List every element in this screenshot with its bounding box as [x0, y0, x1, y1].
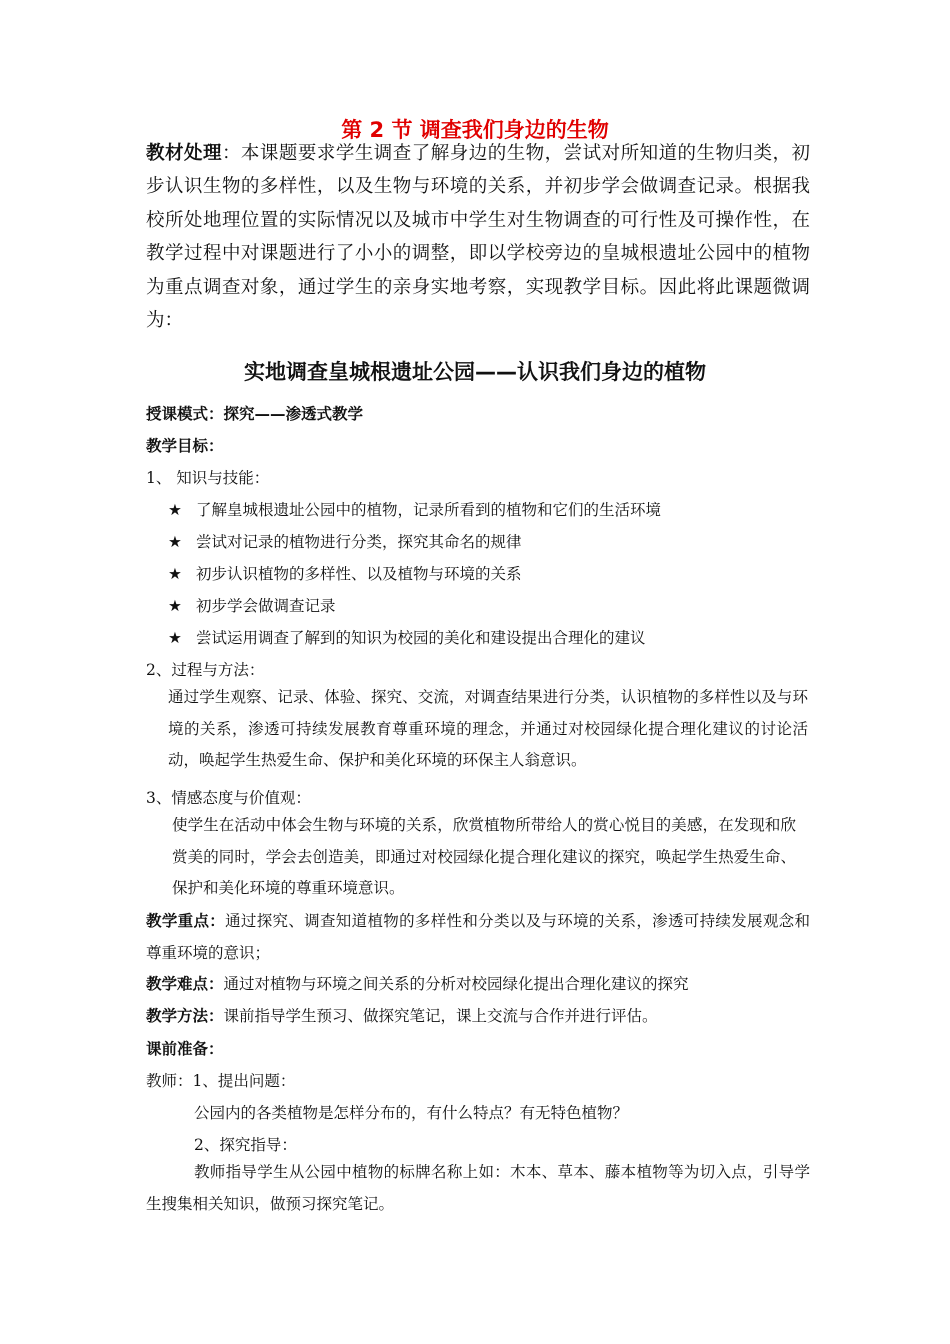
- difficulty: [146, 972, 689, 994]
- star-icon: ★: [168, 501, 182, 519]
- knowledge-item: ★ 初步认识植物的多样性、以及植物与环境的关系: [168, 565, 522, 583]
- intro-paragraph: [146, 137, 810, 337]
- prep-heading: 课前准备：: [146, 1040, 224, 1058]
- process-text: 通过学生观察、记录、体验、探究、交流，对调查结果进行分类，认识植物的多样性以及与环境的关系，渗透可持续发展教育尊重环境的理念，并通过对校园绿化提合理化建议的讨论活动，唤起学生热爱生命、保护和美化环境的环保主人翁意识。: [168, 688, 808, 769]
- knowledge-item: ★ 了解皇城根遗址公园中的植物，记录所看到的植物和它们的生活环境: [168, 501, 662, 519]
- method-text: 课前指导学生预习、做探究笔记，课上交流与合作并进行评估。: [223, 1007, 658, 1025]
- star-icon: ★: [168, 533, 182, 551]
- intro-label: 教材处理: [146, 143, 222, 164]
- key-point-text: 通过探究、调查知道植物的多样性和分类以及与环境的关系，渗透可持续发展观念和尊重环境的意识；: [146, 912, 810, 962]
- star-icon: ★: [168, 597, 182, 615]
- lesson-subtitle: 实地调查皇城根遗址公园——认识我们身边的植物: [244, 360, 706, 384]
- key-point: [146, 906, 810, 969]
- star-icon: ★: [168, 565, 182, 583]
- section-title: 第 2 节 调查我们身边的生物: [341, 118, 609, 142]
- intro-text: 本课题要求学生调查了解身边的生物，尝试对所知道的生物归类，初步认识生物的多样性，以及生物与环境的关系，并初步学会做调查记录。根据我校所处地理位置的实际情况以及城市中学生对生物调查的可行性及可操作性，在教学过程中对课题进行了小小的调整，即以学校旁边的皇城根遗址公园中的植物为重点调查对象，通过学生的亲身实地考察，实现教学目标。因此将此课题微调为：: [146, 143, 810, 332]
- knowledge-item: ★ 尝试对记录的植物进行分类，探究其命名的规律: [168, 533, 522, 551]
- teacher-line-4: 教师指导学生从公园中植物的标牌名称上如：木本、草本、藤本植物等为切入点，引导学生搜集相关知识，做预习探究笔记。: [146, 1163, 810, 1213]
- emotion-heading: 3、情感态度与价值观：: [146, 789, 311, 807]
- teacher-line-3: 2、探究指导：: [194, 1136, 297, 1154]
- knowledge-heading: 1、 知识与技能：: [146, 469, 270, 487]
- knowledge-item: ★ 初步学会做调查记录: [168, 597, 336, 615]
- difficulty-label: 教学难点：: [146, 975, 224, 993]
- method-label: 教学方法：: [146, 1007, 224, 1025]
- teaching-mode: 授课模式：探究——渗透式教学: [146, 405, 364, 423]
- goals-heading: 教学目标：: [146, 437, 224, 455]
- knowledge-item: ★ 尝试运用调查了解到的知识为校园的美化和建设提出合理化的建议: [168, 629, 646, 647]
- difficulty-text: 通过对植物与环境之间关系的分析对校园绿化提出合理化建议的探究: [223, 975, 689, 993]
- method: [146, 1004, 658, 1026]
- intro-colon: ：: [221, 143, 241, 164]
- process-heading: 2、过程与方法：: [146, 661, 265, 679]
- teacher-line-1: 教师：1、提出问题：: [146, 1072, 296, 1090]
- key-point-label: 教学重点：: [146, 912, 226, 930]
- teacher-line-2: 公园内的各类植物是怎样分布的，有什么特点？有无特色植物？: [194, 1104, 629, 1122]
- emotion-text: 使学生在活动中体会生物与环境的关系，欣赏植物所带给人的赏心悦目的美感，在发现和欣赏美的同时，学会去创造美，即通过对校园绿化提合理化建议的探究，唤起学生热爱生命、保护和美化环境的尊重环境意识。: [172, 816, 796, 897]
- star-icon: ★: [168, 629, 182, 647]
